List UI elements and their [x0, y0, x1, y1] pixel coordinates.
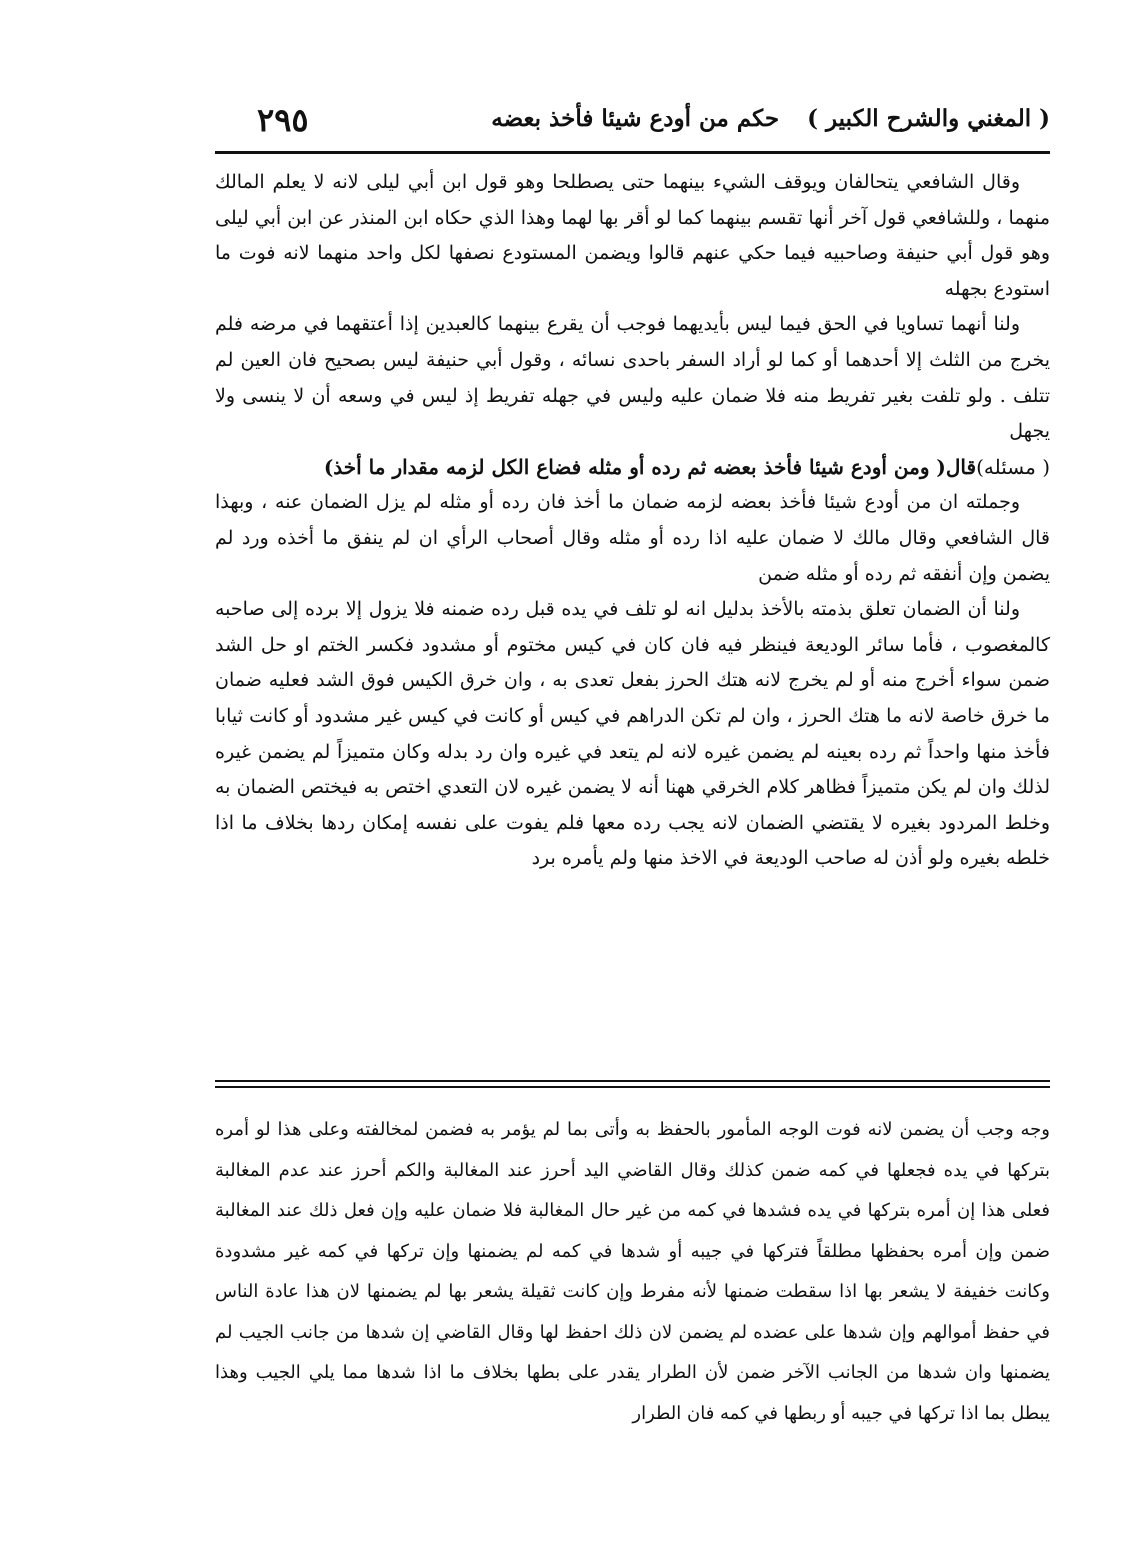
book-page	[215, 95, 1050, 1475]
running-head	[491, 105, 1050, 132]
paragraph: ولنا أنهما تساويا في الحق فيما ليس بأيديهما فوجب أن يقرع بينهما كالعبدين إذا أعتقهما في مرضه فلم يخرج من الثلث إلا أحدهما أو كما لو أراد السفر باحدى نسائه ، وقول أبي حنيفة ليس بصحيح فان العين لم تتلف . ولو تلفت بغير تفريط منه فلا ضمان عليه وليس في جهله تفريط إذ ليس في وسعه أن لا ينسى ولا يجهل	[215, 313, 1050, 443]
masala-label: ( مسئله)	[976, 454, 1050, 479]
book-title: ( المغني والشرح الكبير )	[807, 105, 1050, 132]
main-text	[215, 165, 1050, 877]
page-number: ٢٩٥	[257, 101, 309, 139]
masala-heading	[215, 450, 1050, 486]
page-header	[215, 101, 1050, 147]
section-topic: حكم من أودع شيئا فأخذ بعضه	[491, 105, 780, 132]
paragraph: وجملته ان من أودع شيئا فأخذ بعضه لزمه ضمان ما أخذ فان رده أو مثله لم يزل الضمان عنه ، وبهذا قال الشافعي وقال مالك لا ضمان عليه اذا رده أو مثله وقال أصحاب الرأي ان لم ينفق ما أخذه ورد لم يضمن وإن أنفقه ثم رده أو مثله ضمن	[215, 491, 1050, 585]
header-rule	[215, 151, 1050, 154]
footnote-text	[215, 1110, 1050, 1434]
masala-text: قال( ومن أودع شيئا فأخذ بعضه ثم رده أو مثله فضاع الكل لزمه مقدار ما أخذ)	[323, 454, 977, 479]
footnote-rule	[215, 1080, 1050, 1088]
paragraph: وقال الشافعي يتحالفان ويوقف الشيء بينهما حتى يصطلحا وهو قول ابن أبي ليلى لانه لا يعلم المالك منهما ، وللشافعي قول آخر أنها تقسم بينهما كما لو أقر بها لهما وهذا الذي حكاه ابن المنذر عن ابن أبي ليلى وهو قول أبي حنيفة وصاحبيه فيما حكي عنهم قالوا ويضمن المستودع نصفها لكل واحد منهما لانه فوت ما استودع بجهله	[215, 171, 1050, 300]
paragraph: ولنا أن الضمان تعلق بذمته بالأخذ بدليل انه لو تلف في يده قبل رده ضمنه فلا يزول إلا برده إلى صاحبه كالمغصوب ، فأما سائر الوديعة فينظر فيه فان كان في كيس مختوم أو مشدود فكسر الختم او حل الشد ضمن سواء أخرج منه أو لم يخرج لانه هتك الحرز بفعل تعدى به ، وان خرق الكيس فوق الشد فعليه ضمان ما خرق خاصة لانه ما هتك الحرز ، وان لم تكن الدراهم في كيس أو كانت في كيس غير مشدود أو كانت ثيابا فأخذ منها واحداً ثم رده بعينه لم يضمن غيره لانه لم يتعد في غيره وان رد بدله وكان متميزاً لم يضمن غيره لذلك وان لم يكن متميزاً فظاهر كلام الخرقي ههنا أنه لا يضمن غيره لان التعدي اختص به فيختص الضمان به وخلط المردود بغيره لا يقتضي الضمان لانه يجب رده معها فلم يفوت على نفسه إمكان ردها بخلاف ما اذا خلطه بغيره ولو أذن له صاحب الوديعة في الاخذ منها ولم يأمره برد	[215, 598, 1050, 870]
footnote-paragraph: وجه وجب أن يضمن لانه فوت الوجه المأمور بالحفظ به وأتى بما لم يؤمر به فضمن لمخالفته وعلى هذا لو أمره بتركها في يده فجعلها في كمه ضمن كذلك وقال القاضي اليد أحرز عند المغالبة والكم أحرز عند عدم المغالبة فعلى هذا إن أمره بتركها في يده فشدها في كمه من غير حال المغالبة فلا ضمان عليه وإن فعل ذلك عند المغالبة ضمن وإن أمره بحفظها مطلقاً فتركها في جيبه أو شدها في كمه لم يضمنها وإن تركها في كمه غير مشدودة وكانت خفيفة لا يشعر بها اذا سقطت ضمنها لأنه مفرط وإن كانت ثقيلة يشعر بها لم يضمنها لان هذا عادة الناس في حفظ أموالهم وإن شدها على عضده لم يضمن لان ذلك احفظ لها وقال القاضي إن شدها من جانب الجيب لم يضمنها وان شدها من الجانب الآخر ضمن لأن الطرار يقدر على بطها بخلاف ما اذا شدها مما يلي الجيب وهذا يبطل بما اذا تركها في جيبه أو ربطها في كمه فان الطرار	[215, 1119, 1050, 1424]
